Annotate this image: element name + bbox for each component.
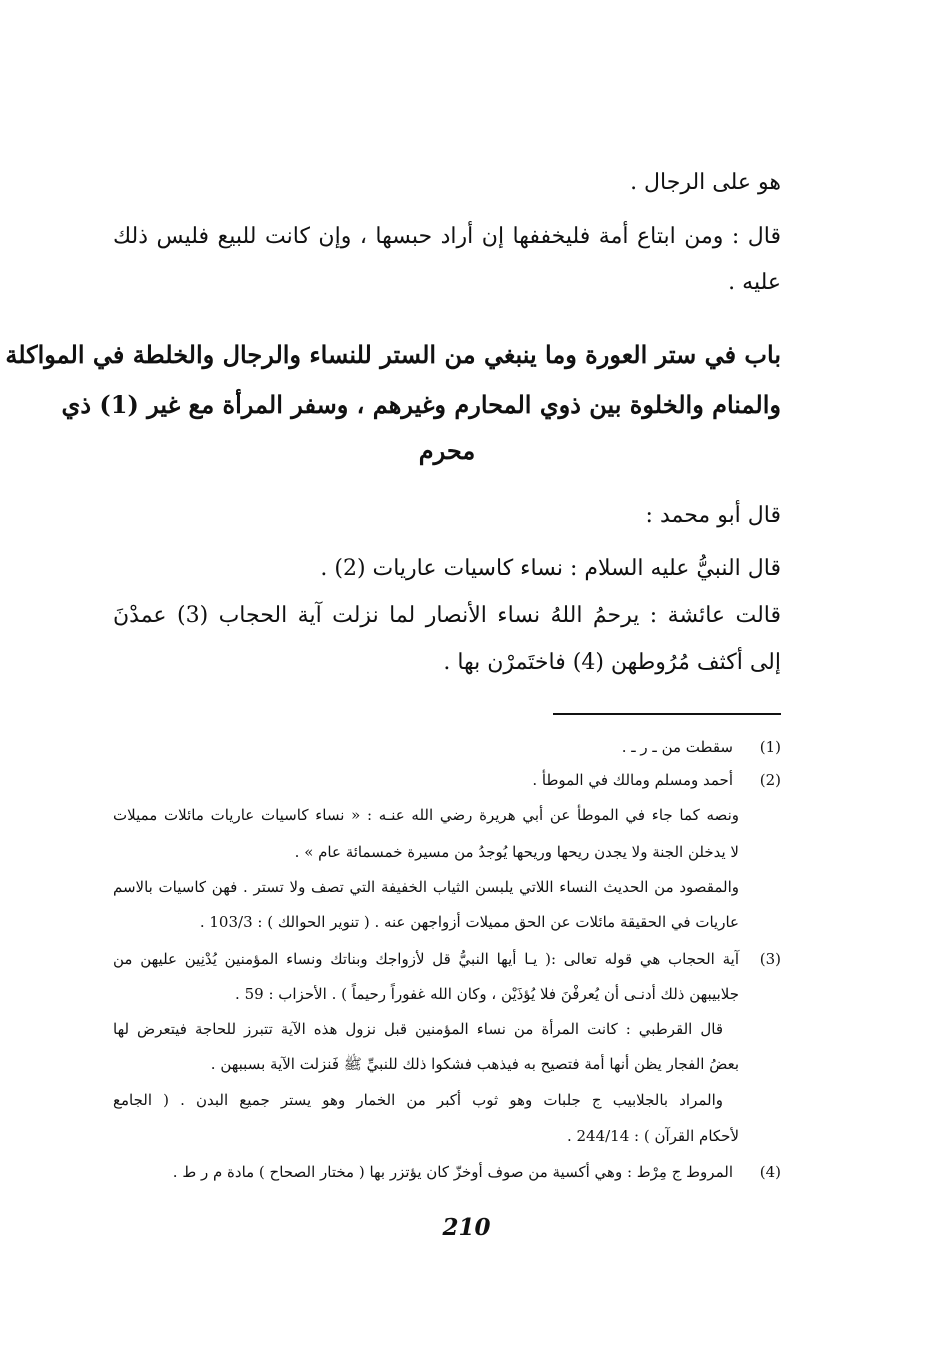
footnote-number: (2): [759, 771, 781, 789]
footnote-text: جلابيبهن ذلك أدنـى أن يُعرفْنَ فلا يُؤذَيْن ، وكان الله غفوراً رحيماً ) . الأحزاب : 59 .: [235, 985, 739, 1003]
footnote-text: سقطت من ـ ر ـ .: [621, 738, 733, 756]
section-heading-line: والمنام والخلوة بين ذوي المحارم وغيرهم ، وسفر المرأة مع غير (1) ذي: [61, 390, 781, 419]
footnote-number: (1): [759, 738, 781, 756]
text-line: قالت عائشة : يرحمُ اللهُ نساء الأنصار لما نزلت آية الحجاب (3) عمدْنَ: [113, 603, 781, 628]
section-heading-line: محرم: [418, 436, 476, 465]
footnote-text: والمراد بالجلابيب ج جلبات وهو ثوب أكبر من الخمار وهو يستر جميع البدن . ( الجامع: [113, 1091, 723, 1109]
text-line: قال النبيُّ عليه السلام : نساء كاسيات عاريات (2) .: [320, 556, 781, 581]
footnote-text: المروط ج مِرْط : وهي أكسية من صوف أوخزّ كان يؤتزر بها ( مختار الصحاح ) مادة م ر ط .: [172, 1163, 733, 1181]
footnote-number: (3): [759, 950, 781, 968]
page-number: 210: [442, 1214, 491, 1241]
footnote-number: (4): [759, 1163, 781, 1181]
text-line: قال : ومن ابتاع أمة فليخففها إن أراد حبسها ، وإن كانت للبيع فليس ذلك: [113, 224, 781, 249]
text-line: هو على الرجال .: [630, 170, 781, 195]
footnote-text: بعضُ الفجار يظن أنها أمة فتصيح به فيذهب فشكوا ذلك للنبيِّ ﷺ فَنزلت الآية بسببهن .: [210, 1055, 739, 1073]
section-heading-line: باب في ستر العورة وما ينبغي من الستر للنساء والرجال والخلطة في المواكلة: [5, 340, 781, 369]
text-line: عليه .: [728, 270, 781, 295]
text-line: إلى أكثف مُرُوطهن (4) فاختَمرْن بها .: [443, 650, 781, 675]
footnote-text: آية الحجاب هي قوله تعالى :( يـا أيها النبيُّ قل لأزواجك وبناتك ونساء المؤمنين يُدْنِين عليهن من: [113, 950, 739, 968]
footnote-text: أحمد ومسلم ومالك في الموطأ .: [532, 771, 733, 789]
footnote-text: لا يدخلن الجنة ولا يجدن ريحها وريحها يُوجدُ من مسيرة خمسمائة عام » .: [294, 843, 739, 861]
footnote-separator: [553, 713, 781, 715]
footnote-text: ونصه كما جاء في الموطأ عن أبي هريرة رضي الله عنـه : « نساء كاسيات عاريات مائلات مميلات: [113, 806, 739, 824]
footnote-text: والمقصود من الحديث النساء اللاتي يلبسن الثياب الخفيفة التي تصف ولا تستر . فهن كاسيات بالاسم: [113, 878, 739, 896]
footnote-text: لأحكام القرآن ) : 244/14 .: [566, 1127, 739, 1145]
footnote-text: عاريات في الحقيقة مائلات عن الحق مميلات أزواجهن عنه . ( تنوير الحوالك ) : 103/3 .: [199, 913, 739, 931]
text-line: قال أبو محمد :: [645, 503, 781, 528]
footnote-text: قال القرطبي : كانت المرأة من نساء المؤمنين قبل نزول هذه الآية تتبرز للحاجة فيتعرض لها: [113, 1020, 723, 1038]
